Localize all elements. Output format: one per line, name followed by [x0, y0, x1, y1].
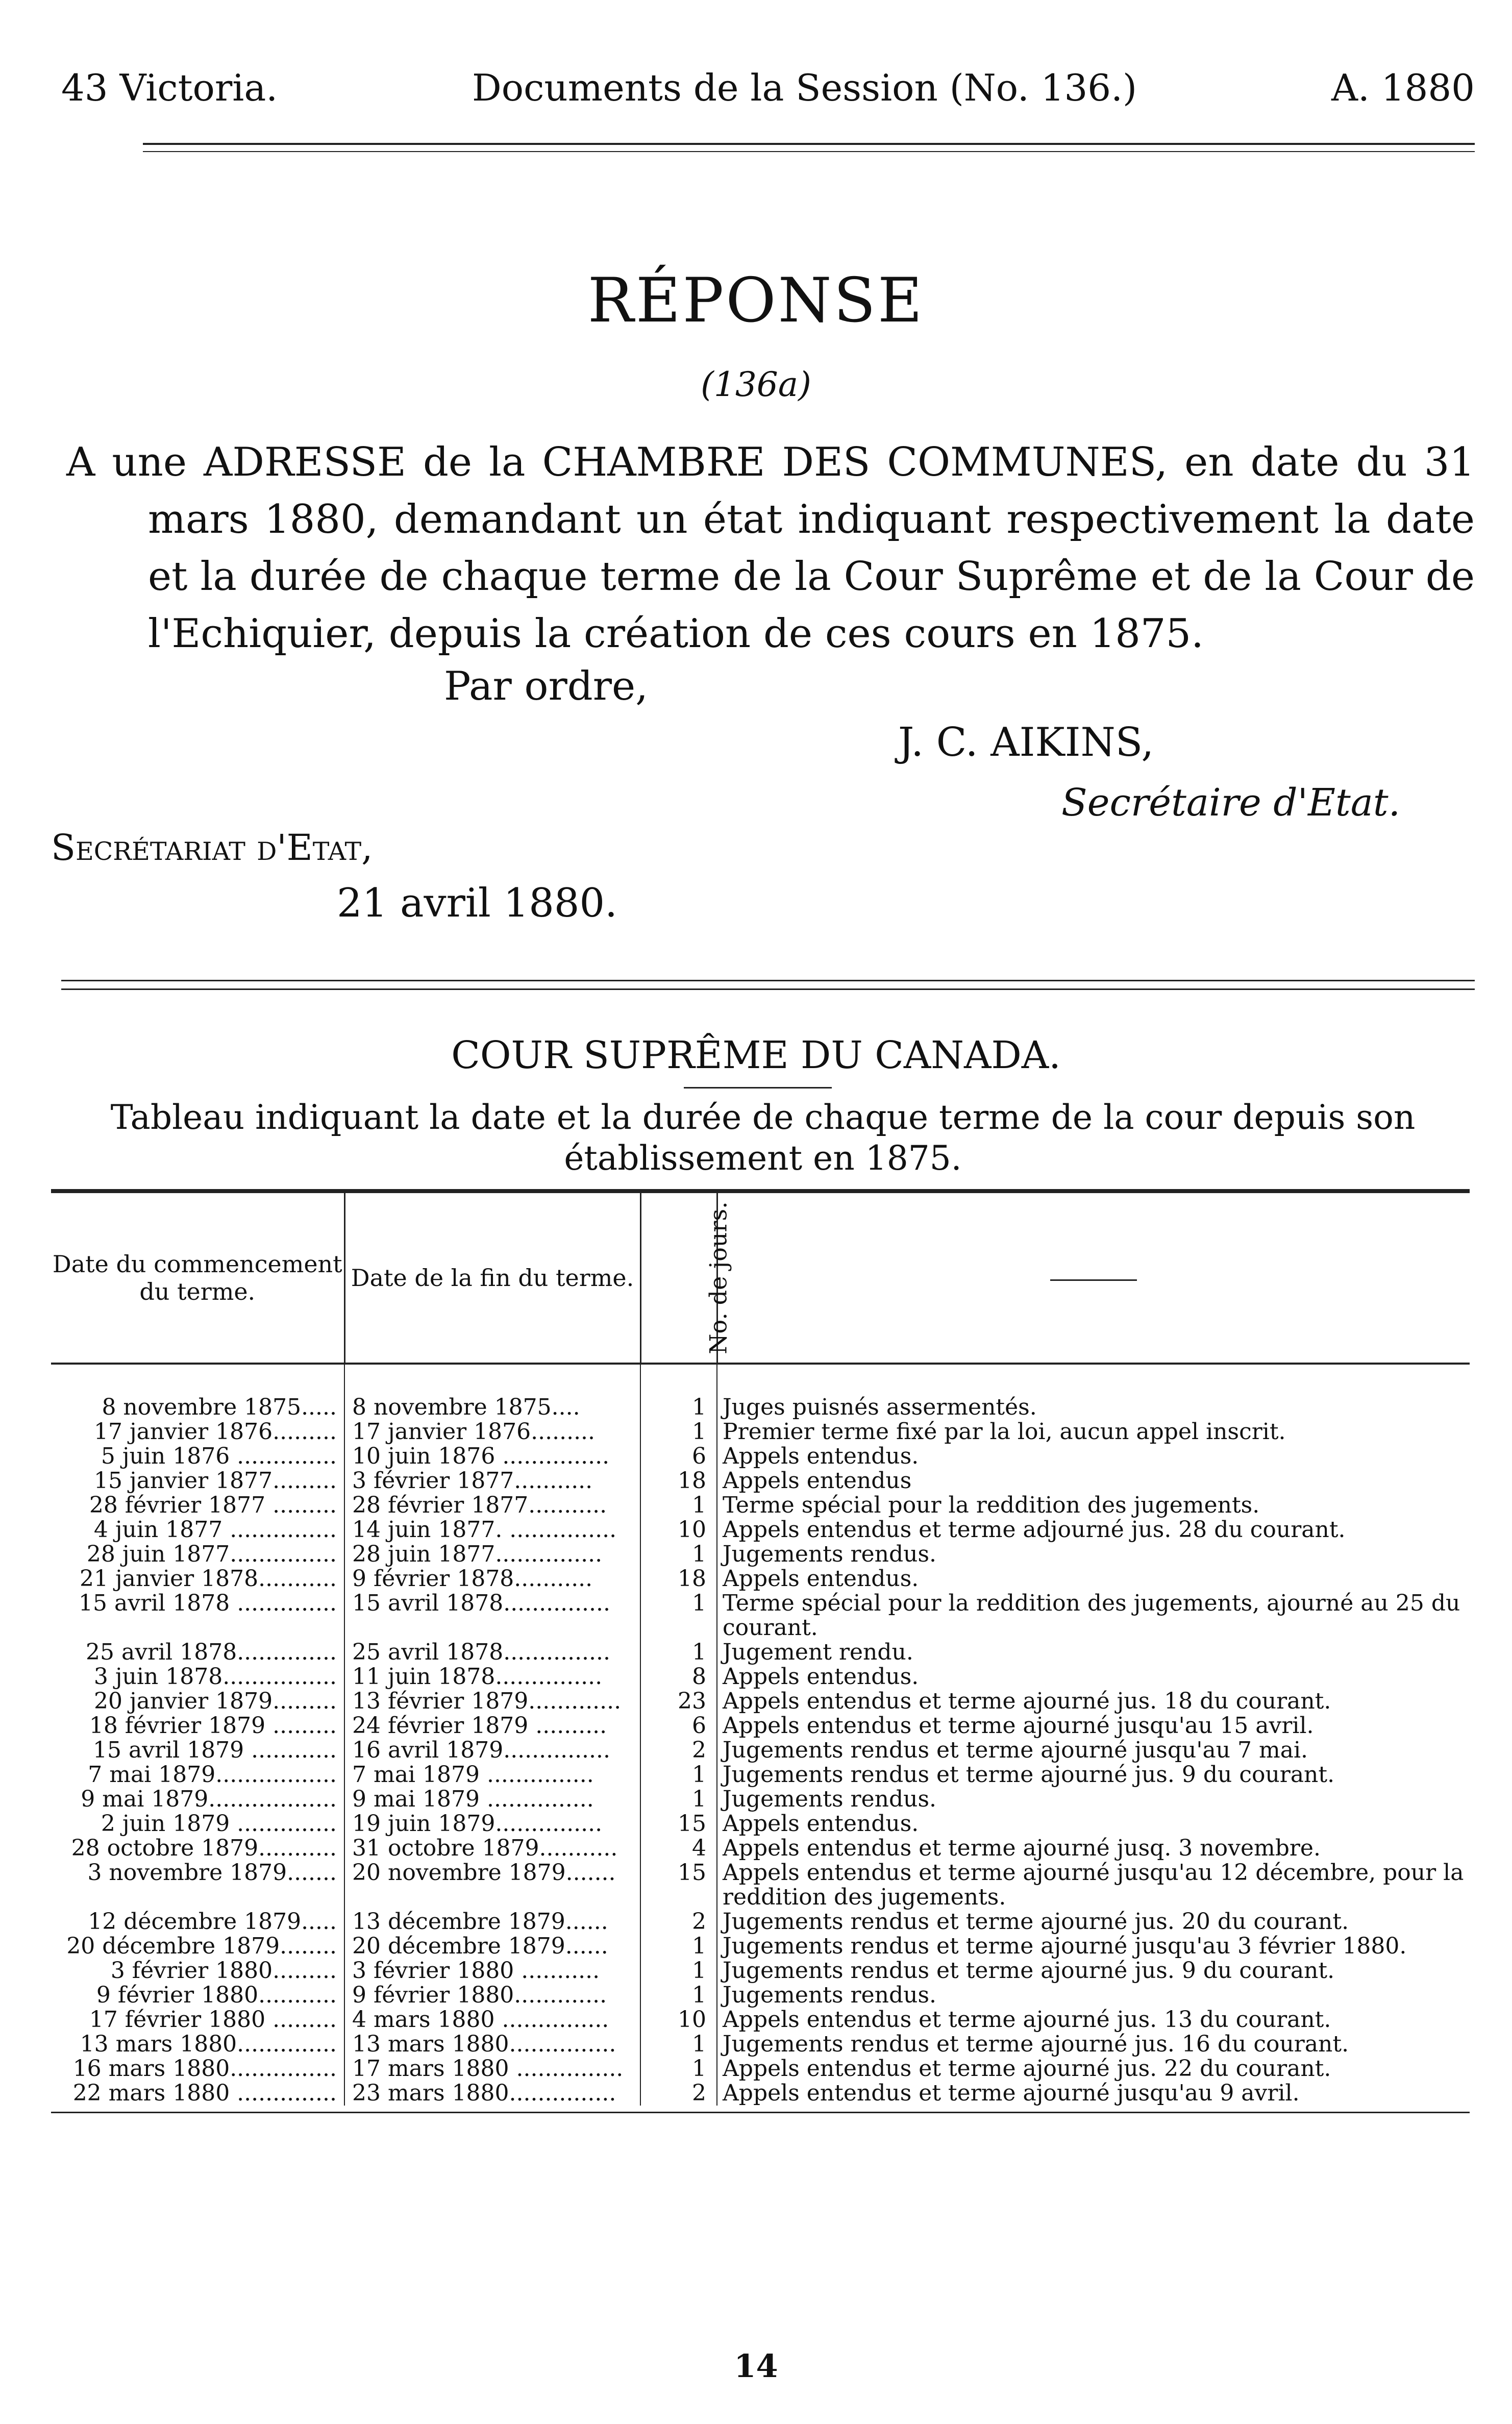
cell-start-date: 9 mai 1879..................	[51, 1787, 344, 1812]
document-number: (136a)	[701, 365, 811, 404]
table-row	[51, 1812, 1470, 1836]
cell-end-date: 15 avril 1878...............	[344, 1591, 640, 1640]
issuing-office: Secrétariat d'Etat,	[51, 827, 373, 869]
cell-days: 1	[640, 1493, 717, 1518]
header-end-date: Date de la fin du terme.	[344, 1193, 640, 1364]
cell-remarks: Appels entendus et terme ajourné jus. 22 du courant.	[723, 2056, 1331, 2082]
cell-start-date: 3 novembre 1879.......	[51, 1861, 344, 1910]
cell-start-date: 7 mai 1879.................	[51, 1763, 344, 1787]
cell-start-date: 12 décembre 1879.....	[51, 1910, 344, 1934]
cell-end-date: 25 avril 1878...............	[344, 1640, 640, 1665]
cell-end-date: 9 février 1878...........	[344, 1567, 640, 1591]
header-regnal-year: 43 Victoria.	[61, 66, 278, 109]
table-row	[51, 1567, 1470, 1591]
cell-remarks: Jugements rendus.	[723, 1982, 937, 2008]
cell-remarks: Jugements rendus et terme ajourné jusqu'au 7 mai.	[723, 1737, 1308, 1763]
cell-remarks: Jugements rendus et terme ajourné jus. 16 du courant.	[723, 2031, 1349, 2057]
header-start-date: Date du commencement du terme.	[51, 1193, 344, 1364]
cell-remarks: Jugements rendus et terme ajourné jusqu'au 3 février 1880.	[723, 1933, 1407, 1959]
cell-days: 1	[640, 2032, 717, 2057]
table-row	[51, 1542, 1470, 1567]
cell-end-date: 4 mars 1880 ...............	[344, 2008, 640, 2032]
table-bottom-rule	[51, 2112, 1470, 2113]
document-title: RÉPONSE	[587, 265, 925, 336]
table-row	[51, 2032, 1470, 2057]
cell-remarks: Appels entendus et terme ajourné jus. 18 du courant.	[723, 1688, 1331, 1714]
header-days	[640, 1193, 732, 1364]
cell-days: 1	[640, 1420, 717, 1444]
table-caption: Tableau indiquant la date et la durée de chaque terme de la cour depuis son établissement en 1875.	[110, 1098, 1416, 1178]
cell-days: 1	[640, 1959, 717, 1983]
cell-start-date: 5 juin 1876 ..............	[51, 1444, 344, 1469]
table-row	[51, 1444, 1470, 1469]
section-divider	[61, 980, 1475, 990]
signer-title: Secrétaire d'Etat.	[1061, 781, 1401, 825]
cell-start-date: 3 juin 1878................	[51, 1665, 344, 1689]
cell-days: 2	[640, 1738, 717, 1763]
address-paragraph	[66, 434, 1475, 662]
table-row	[51, 1861, 1470, 1910]
cell-remarks: Appels entendus.	[723, 1664, 919, 1690]
cell-start-date: 13 mars 1880..............	[51, 2032, 344, 2057]
cell-end-date: 11 juin 1878...............	[344, 1665, 640, 1689]
section-title: COUR SUPRÊME DU CANADA.	[451, 1033, 1061, 1077]
table-row	[51, 1689, 1470, 1714]
cell-start-date: 28 février 1877 .........	[51, 1493, 344, 1518]
cell-start-date: 16 mars 1880...............	[51, 2057, 344, 2081]
header-year: A. 1880	[1331, 66, 1475, 109]
table-row	[51, 1518, 1470, 1542]
cell-remarks: Premier terme fixé par la loi, aucun appel inscrit.	[723, 1419, 1286, 1445]
cell-days: 1	[640, 1934, 717, 1959]
cell-start-date: 3 février 1880.........	[51, 1959, 344, 1983]
cell-end-date: 16 avril 1879...............	[344, 1738, 640, 1763]
table-row	[51, 2057, 1470, 2081]
cell-days: 1	[640, 2057, 717, 2081]
cell-end-date: 14 juin 1877. ...............	[344, 1518, 640, 1542]
table-row	[51, 1787, 1470, 1812]
cell-start-date: 4 juin 1877 ...............	[51, 1518, 344, 1542]
cell-end-date: 31 octobre 1879...........	[344, 1836, 640, 1861]
running-header	[61, 66, 1475, 109]
table-row	[51, 1665, 1470, 1689]
cell-days: 1	[640, 1983, 717, 2008]
cell-days: 1	[640, 1640, 717, 1665]
cell-remarks: Terme spécial pour la reddition des jugements, ajourné au 25 du courant.	[723, 1590, 1460, 1641]
cell-remarks: Appels entendus et terme ajourné jusq. 3 novembre.	[723, 1835, 1321, 1861]
cell-end-date: 17 mars 1880 ...............	[344, 2057, 640, 2081]
cell-end-date: 3 février 1880 ...........	[344, 1959, 640, 1983]
table-row	[51, 1591, 1470, 1640]
cell-days: 15	[640, 1812, 717, 1836]
cell-days: 18	[640, 1567, 717, 1591]
cell-end-date: 7 mai 1879 ...............	[344, 1763, 640, 1787]
cell-end-date: 20 décembre 1879......	[344, 1934, 640, 1959]
cell-remarks: Appels entendus.	[723, 1811, 919, 1837]
terms-table-wrapper	[51, 1189, 1470, 2113]
cell-remarks: Appels entendus	[723, 1468, 912, 1494]
header-remarks	[717, 1193, 1470, 1364]
cell-days: 1	[640, 1763, 717, 1787]
page-number: 14	[734, 2347, 778, 2385]
cell-remarks: Jugements rendus et terme ajourné jus. 20 du courant.	[723, 1909, 1349, 1935]
cell-remarks: Appels entendus et terme ajourné jus. 13 du courant.	[723, 2007, 1331, 2033]
table-row	[51, 1763, 1470, 1787]
cell-days: 8	[640, 1665, 717, 1689]
signer-name: J. C. AIKINS,	[898, 720, 1154, 765]
header-days-label: No. de jours.	[704, 1201, 732, 1354]
cell-start-date: 15 janvier 1877.........	[51, 1469, 344, 1493]
header-rule-thin	[143, 151, 1475, 152]
cell-remarks: Jugements rendus.	[723, 1786, 937, 1812]
cell-remarks: Jugements rendus.	[723, 1541, 937, 1567]
cell-days: 4	[640, 1836, 717, 1861]
cell-remarks: Appels entendus.	[723, 1566, 919, 1592]
remarks-dash	[1050, 1279, 1137, 1281]
cell-start-date: 20 janvier 1879.........	[51, 1689, 344, 1714]
cell-start-date: 17 janvier 1876.........	[51, 1420, 344, 1444]
cell-remarks: Appels entendus.	[723, 1443, 919, 1469]
cell-start-date: 28 juin 1877...............	[51, 1542, 344, 1567]
table-row	[51, 1420, 1470, 1444]
cell-start-date: 15 avril 1878 ..............	[51, 1591, 344, 1640]
table-row	[51, 1469, 1470, 1493]
cell-days: 15	[640, 1861, 717, 1910]
cell-end-date: 10 juin 1876 ...............	[344, 1444, 640, 1469]
cell-start-date: 8 novembre 1875.....	[51, 1395, 344, 1420]
cell-days: 18	[640, 1469, 717, 1493]
cell-end-date: 28 février 1877...........	[344, 1493, 640, 1518]
cell-end-date: 9 février 1880.............	[344, 1983, 640, 2008]
cell-start-date: 25 avril 1878..............	[51, 1640, 344, 1665]
cell-end-date: 23 mars 1880...............	[344, 2081, 640, 2106]
cell-days: 1	[640, 1591, 717, 1640]
issue-date: 21 avril 1880.	[337, 880, 617, 926]
cell-days: 2	[640, 2081, 717, 2106]
cell-end-date: 28 juin 1877...............	[344, 1542, 640, 1567]
par-ordre: Par ordre,	[444, 663, 648, 709]
cell-remarks: Jugements rendus et terme ajourné jus. 9 du courant.	[723, 1762, 1335, 1788]
cell-start-date: 18 février 1879 .........	[51, 1714, 344, 1738]
cell-days: 2	[640, 1910, 717, 1934]
table-row	[51, 1910, 1470, 1934]
cell-days: 10	[640, 2008, 717, 2032]
table-top-rule	[51, 1189, 1470, 1193]
table-header-row	[51, 1193, 1470, 1364]
cell-end-date: 13 mars 1880...............	[344, 2032, 640, 2057]
section-title-underline	[684, 1087, 832, 1089]
table-row	[51, 1493, 1470, 1518]
cell-remarks: Juges puisnés assermentés.	[723, 1394, 1037, 1420]
cell-days: 23	[640, 1689, 717, 1714]
table-row	[51, 1934, 1470, 1959]
cell-remarks: Terme spécial pour la reddition des jugements.	[723, 1492, 1260, 1518]
cell-days: 10	[640, 1518, 717, 1542]
cell-days: 6	[640, 1714, 717, 1738]
table-row	[51, 1395, 1470, 1420]
cell-days: 1	[640, 1395, 717, 1420]
header-rule	[143, 143, 1475, 145]
cell-end-date: 9 mai 1879 ...............	[344, 1787, 640, 1812]
cell-remarks: Jugements rendus et terme ajourné jus. 9 du courant.	[723, 1958, 1335, 1984]
cell-remarks: Appels entendus et terme ajourné jusqu'au 9 avril.	[723, 2080, 1300, 2106]
table-row	[51, 1836, 1470, 1861]
terms-table-body	[51, 1364, 1470, 2106]
cell-remarks: Appels entendus et terme ajourné jusqu'au 12 décembre, pour la reddition des jugements.	[723, 1860, 1464, 1910]
cell-remarks: Appels entendus et terme ajourné jusqu'au 15 avril.	[723, 1713, 1314, 1739]
table-row	[51, 2081, 1470, 2106]
cell-start-date: 15 avril 1879 ............	[51, 1738, 344, 1763]
cell-end-date: 13 décembre 1879......	[344, 1910, 640, 1934]
table-row	[51, 1983, 1470, 2008]
cell-start-date: 2 juin 1879 ..............	[51, 1812, 344, 1836]
cell-start-date: 9 février 1880...........	[51, 1983, 344, 2008]
cell-start-date: 21 janvier 1878...........	[51, 1567, 344, 1591]
table-row	[51, 1738, 1470, 1763]
cell-end-date: 20 novembre 1879.......	[344, 1861, 640, 1910]
cell-start-date: 22 mars 1880 ..............	[51, 2081, 344, 2106]
cell-remarks: Jugement rendu.	[723, 1639, 913, 1665]
address-text: A une ADRESSE de la CHAMBRE DES COMMUNES, en date du 31 mars 1880, demandant un état indiquant respectivement la date et la durée de chaque terme de la Cour Suprême et de la Cour de l'Echiquier, depuis la création de ces cours en 1875.	[66, 439, 1475, 657]
cell-end-date: 19 juin 1879...............	[344, 1812, 640, 1836]
cell-end-date: 17 janvier 1876.........	[344, 1420, 640, 1444]
cell-days: 1	[640, 1787, 717, 1812]
cell-remarks: Appels entendus et terme adjourné jus. 28 du courant.	[723, 1517, 1346, 1543]
cell-start-date: 17 février 1880 .........	[51, 2008, 344, 2032]
header-session-docs: Documents de la Session (No. 136.)	[472, 66, 1137, 109]
table-row	[51, 1640, 1470, 1665]
table-row	[51, 1714, 1470, 1738]
table-row	[51, 1959, 1470, 1983]
cell-start-date: 28 octobre 1879...........	[51, 1836, 344, 1861]
cell-start-date: 20 décembre 1879........	[51, 1934, 344, 1959]
cell-end-date: 13 février 1879.............	[344, 1689, 640, 1714]
cell-end-date: 3 février 1877...........	[344, 1469, 640, 1493]
cell-days: 6	[640, 1444, 717, 1469]
cell-end-date: 8 novembre 1875....	[344, 1395, 640, 1420]
terms-table	[51, 1193, 1470, 2106]
cell-days: 1	[640, 1542, 717, 1567]
table-spacer-row	[51, 1364, 1470, 1395]
table-row	[51, 2008, 1470, 2032]
cell-end-date: 24 février 1879 ..........	[344, 1714, 640, 1738]
